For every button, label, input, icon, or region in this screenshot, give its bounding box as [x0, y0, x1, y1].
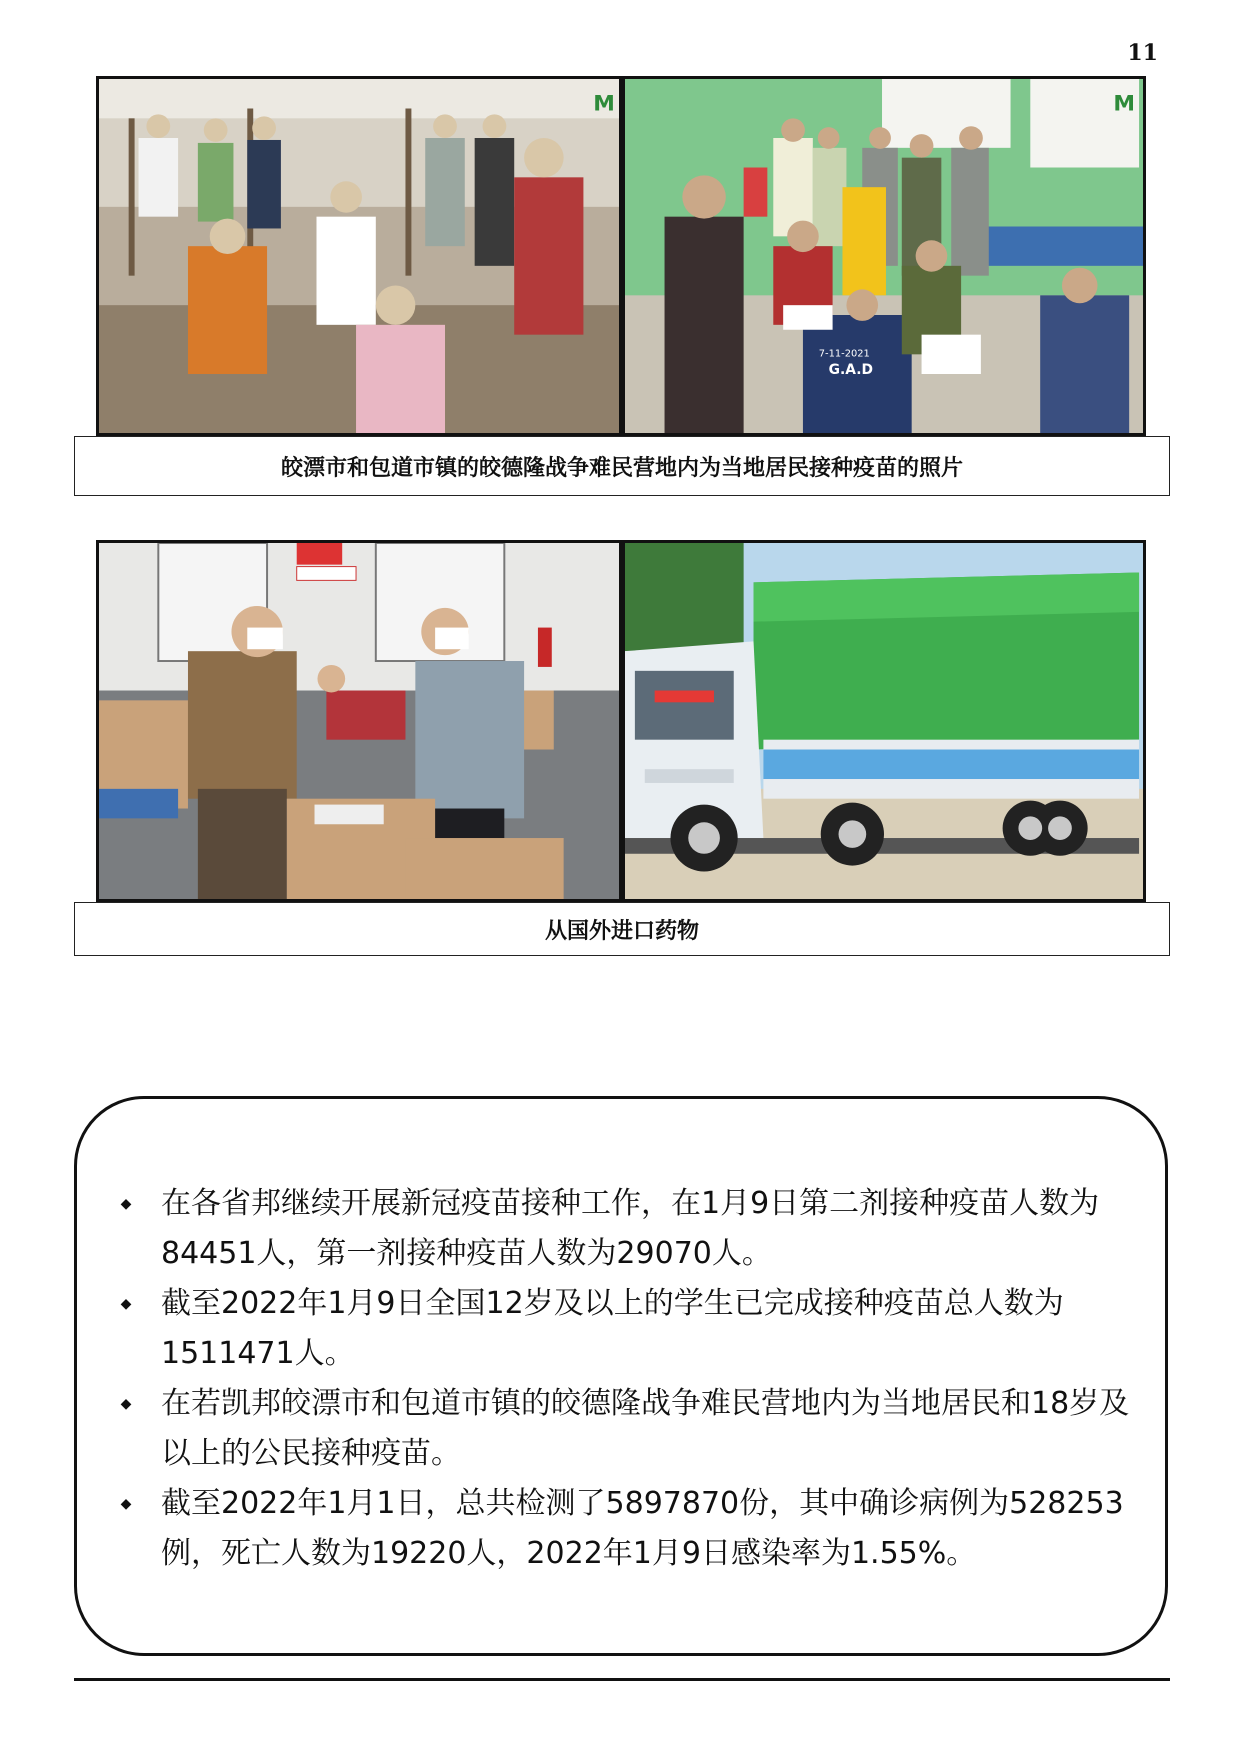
medicine-truck-photo: [622, 540, 1146, 902]
bullet-list: [111, 1179, 1141, 1579]
vaccination-caption: 皎漂市和包道市镇的皎德隆战争难民营地内为当地居民接种疫苗的照片: [74, 436, 1170, 496]
bullet-text: 截至2022年1月1日，总共检测了5897870份，其中确诊病例为528253例，死亡人数为19220人，2022年1月9日感染率为1.55%。: [161, 1486, 1124, 1571]
bullet-text: 截至2022年1月9日全国12岁及以上的学生已完成接种疫苗总人数为1511471人。: [161, 1286, 1064, 1371]
list-item: [111, 1179, 1141, 1279]
tv-logo: M: [1113, 91, 1135, 117]
list-item: [111, 1379, 1141, 1479]
list-item: [111, 1479, 1141, 1579]
vaccination-photo-right: [622, 76, 1146, 436]
shirt-text: G.A.D: [828, 362, 873, 378]
vaccination-photo-left: [96, 76, 622, 436]
import-caption: 从国外进口药物: [74, 902, 1170, 956]
page-number: 11: [1127, 40, 1158, 66]
tv-logo: M: [593, 91, 615, 117]
diamond-bullet-icon: ◆: [120, 1196, 132, 1212]
summary-box: [74, 1096, 1168, 1656]
bullet-text: 在若凯邦皎漂市和包道市镇的皎德隆战争难民营地内为当地居民和18岁及以上的公民接种疫苗。: [161, 1386, 1130, 1471]
footer-divider: [74, 1678, 1170, 1681]
medicine-inspection-photo: [96, 540, 622, 902]
bullet-text: 在各省邦继续开展新冠疫苗接种工作，在1月9日第二剂接种疫苗人数为84451人，第一剂接种疫苗人数为29070人。: [161, 1186, 1100, 1271]
diamond-bullet-icon: ◆: [120, 1496, 132, 1512]
diamond-bullet-icon: ◆: [120, 1296, 132, 1312]
diamond-bullet-icon: ◆: [120, 1396, 132, 1412]
shirt-date: 7-11-2021: [818, 348, 870, 360]
list-item: [111, 1279, 1141, 1379]
